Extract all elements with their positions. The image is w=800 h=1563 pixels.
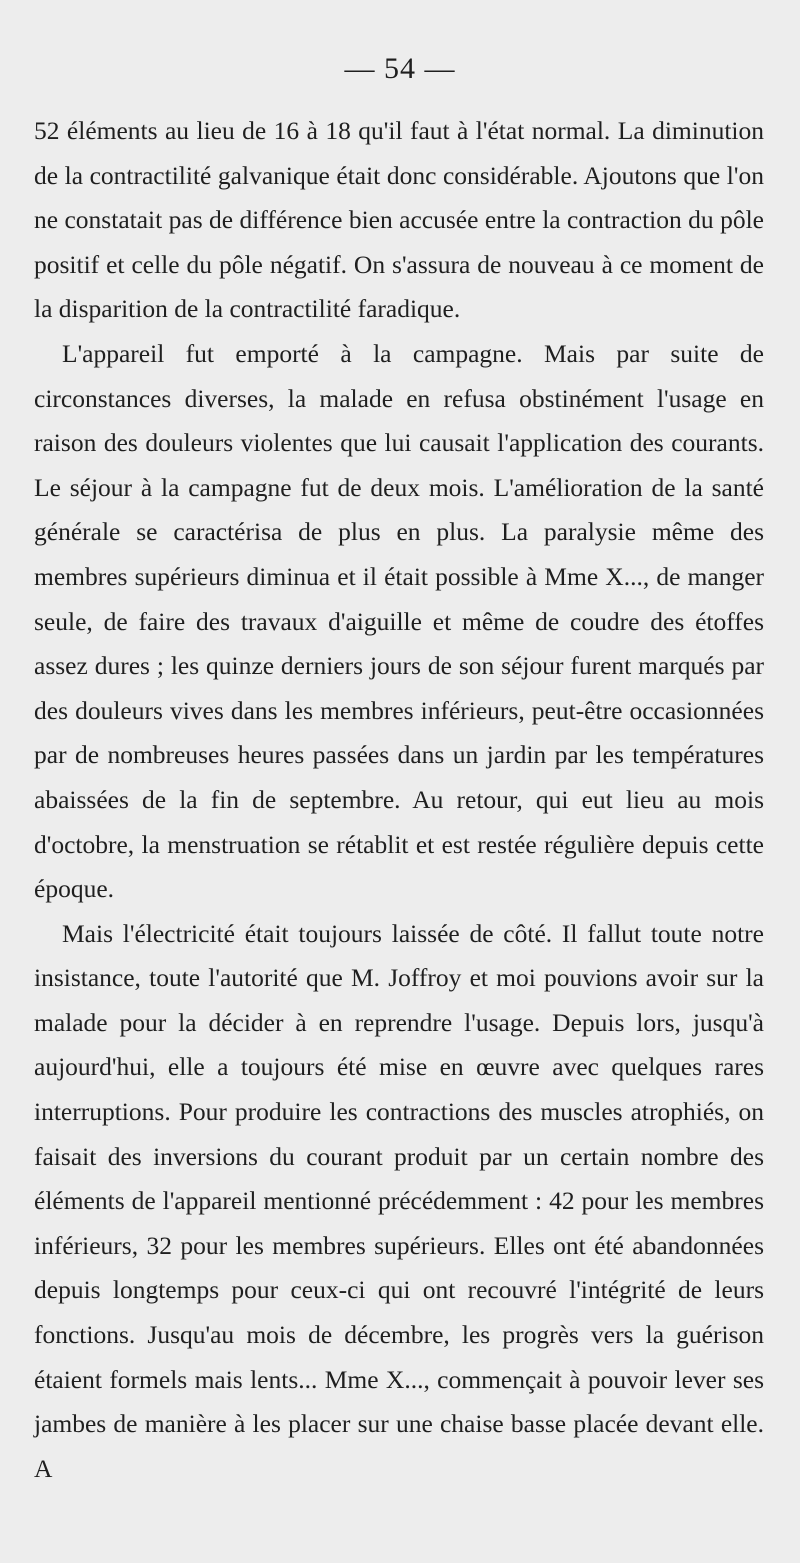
- body-text: [34, 109, 764, 1491]
- page-number: — 54 —: [344, 52, 456, 85]
- paragraph-campagne: L'appareil fut emporté à la campagne. Mais par suite de circonstances diverses, la malade en refusa obstinément l'usage en raison des douleurs violentes que lui causait l'application des courants. Le séjour à la campagne fut de deux mois. L'amélioration de la santé générale se caractérisa de plus en plus. La paralysie même des membres supérieurs diminua et il était possible à Mme X..., de manger seule, de faire des travaux d'aiguille et même de coudre des étoffes assez dures ; les quinze derniers jours de son séjour furent marqués par des douleurs vives dans les membres inférieurs, peut-être occasionnées par de nombreuses heures passées dans un jardin par les températures abaissées de la fin de septembre. Au retour, qui eut lieu au mois d'octobre, la menstruation se rétablit et est restée régulière depuis cette époque.: [34, 338, 764, 904]
- paragraph-continuation: 52 éléments au lieu de 16 à 18 qu'il faut à l'état normal. La diminution de la contractilité galvanique était donc considérable. Ajoutons que l'on ne constatait pas de différence bien accusée entre la contraction du pôle positif et celle du pôle négatif. On s'assura de nouveau à ce moment de la disparition de la contractilité faradique.: [34, 116, 764, 324]
- paragraph-electricite: Mais l'électricité était toujours laissée de côté. Il fallut toute notre insistance, toute l'autorité que M. Joffroy et moi pouvions avoir sur la malade pour la décider à en reprendre l'usage. Depuis lors, jusqu'à aujourd'hui, elle a toujours été mise en œuvre avec quelques rares interruptions. Pour produire les contractions des muscles atrophiés, on faisait des inversions du courant produit par un certain nombre des éléments de l'appareil mentionné précédemment : 42 pour les membres inférieurs, 32 pour les membres supérieurs. Elles ont été abandonnées depuis longtemps pour ceux-ci qui ont recouvré l'intégrité de leurs fonctions. Jusqu'au mois de décembre, les progrès vers la guérison étaient formels mais lents... Mme X..., commençait à pouvoir lever ses jambes de manière à les placer sur une chaise basse placée devant elle. A: [34, 918, 764, 1483]
